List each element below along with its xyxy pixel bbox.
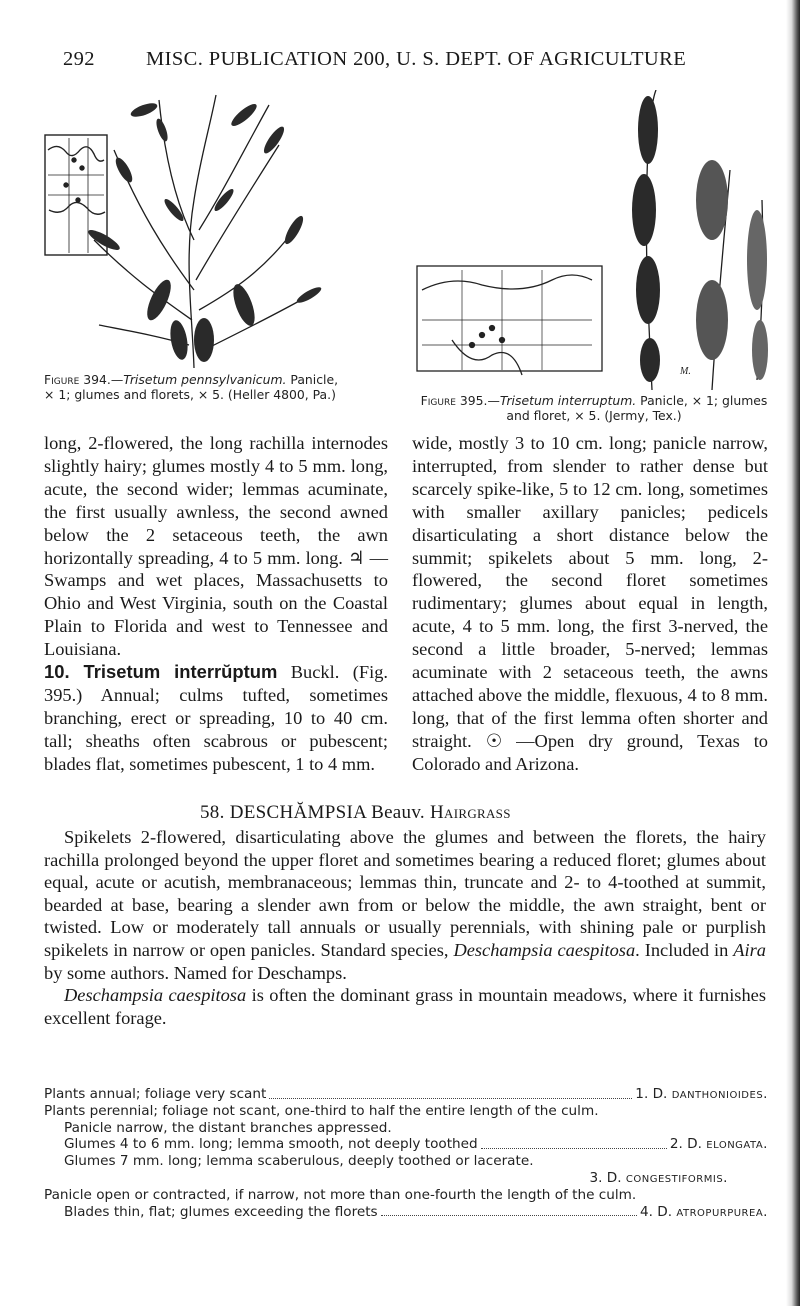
key-species-2: elongata.: [706, 1136, 768, 1153]
key-line: Blades thin, flat; glumes exceeding the florets 4. D. atropurpurea.: [64, 1203, 768, 1220]
key-species-1: danthonioides.: [671, 1086, 768, 1102]
species-key: [44, 1086, 768, 1220]
key-line: Panicle open or contracted, if narrow, not more than one-fourth the length of the culm.: [44, 1186, 637, 1203]
figure-394-caption: Figure 394.—Trisetum pennsylvanicum. Panicle, × 1; glumes and florets, × 5. (Heller 4800, Pa.): [44, 372, 339, 402]
spikelets-icon: [86, 101, 323, 362]
running-head: MISC. PUBLICATION 200, U. S. DEPT. OF AGRICULTURE: [146, 48, 687, 70]
genus-heading: 58. DESCHĂMPSIA Beauv. Hairgrass: [200, 802, 511, 823]
species-description: (Fig. 395.) Annual; culms tufted, sometimes branching, erect or spreading, 10 to 40 cm. tall; sheaths often scabrous or pubescent; blades flat, sometimes pubescent, 1 to 4 mm.: [44, 662, 389, 774]
genus-name: DESCHĂMPSIA: [229, 802, 367, 823]
page-edge-shadow: [786, 0, 800, 1306]
left-column: [44, 432, 388, 776]
figure-395-illustration: [412, 90, 774, 390]
distribution-map-icon: [417, 266, 602, 375]
figure-394-species: Trisetum pennsylvanicum.: [123, 372, 287, 387]
page-header: [0, 48, 800, 78]
description-paragraph-2: Deschampsia caespitosa is often the dominant grass in mountain meadows, where it furnishes excellent forage.: [44, 985, 766, 1028]
species-heading: 10. Trisetum interrŭptum: [44, 661, 278, 683]
spikelets-icon: [632, 96, 768, 382]
key-line: Plants perennial; foliage not scant, one-third to half the entire length of the culm.: [44, 1102, 599, 1119]
species-author: Buckl.: [277, 662, 340, 683]
key-line: Plants annual; foliage very scant 1. D. danthonioides.: [44, 1086, 768, 1102]
figure-394-illustration: [44, 90, 344, 368]
figure-395-species: Trisetum interruptum.: [499, 393, 637, 408]
figure-395-caption: Figure 395.—Trisetum interruptum. Panicle, × 1; glumes and floret, × 5. (Jermy, Tex.): [420, 393, 768, 423]
description-paragraph-1: Spikelets 2-flowered, disarticulating above the glumes and between the florets, the hairy rachilla prolonged beyond the upper floret and sometimes bearing a reduced floret; glumes about equal, acute or acutish, membranaceous; lemmas thin, truncate and 2- to 4-toothed at summit, bearded at base, bearing a slender awn from or below the middle, the awn straight, bent or twisted. Low or moderately tall annuals or usually perennials, with shining pale or purplish spikelets in narrow or open panicles. Standard species, Deschampsia caespitosa. Included in Aira by some authors. Named for Deschamps.: [44, 827, 766, 983]
right-paragraph-1: wide, mostly 3 to 10 cm. long; panicle narrow, interrupted, from slender to rather dense but scarcely spike-like, 5 to 12 cm. long, sometimes with smaller axillary panicles; pedicels disarticulating a short distance below the summit; spikelets about 5 mm. long, 2-flowered, the second floret sometimes rudimentary; glumes about equal in length, acute, 4 to 5 mm. long, the first 3-nerved, the second a little broader, 5-nerved; lemmas acuminate with 2 setaceous teeth, the awns attached above the middle, flexuous, 4 to 8 mm. long, that of the first lemma often shorter and straight. ☉ —Open dry ground, Texas to Colorado and Arizona.: [412, 433, 768, 774]
key-line: Panicle narrow, the distant branches appressed.: [64, 1119, 392, 1136]
genus-common-name: Hairgrass: [430, 802, 511, 823]
species-entry-10: [44, 661, 388, 776]
key-line: Glumes 7 mm. long; lemma scaberulous, deeply toothed or lacerate.: [64, 1153, 534, 1170]
key-species-4: atropurpurea.: [676, 1203, 768, 1220]
left-paragraph-1: long, 2-flowered, the long rachilla internodes slightly hairy; glumes mostly 4 to 5 mm. long, acute, the second wider; lemmas acuminate, the first usually awnless, the second awned below the 2 setaceous teeth, the awn horizontally spreading, 4 to 5 mm. long. ♃ —Swamps and wet places, Massachusetts to Ohio and West Virginia, south on the Coastal Plain to Florida and west to Tennessee and Louisiana.: [44, 433, 388, 660]
page-number: 292: [63, 48, 95, 70]
genus-description: [44, 826, 766, 1029]
key-line: Glumes 4 to 6 mm. long; lemma smooth, not deeply toothed 2. D. elongata.: [64, 1136, 768, 1153]
right-column: [412, 432, 768, 776]
key-species-3: congestiformis.: [625, 1169, 728, 1186]
artist-initials: M.: [680, 366, 691, 377]
key-line: 3. D. congestiformis.: [589, 1169, 728, 1186]
